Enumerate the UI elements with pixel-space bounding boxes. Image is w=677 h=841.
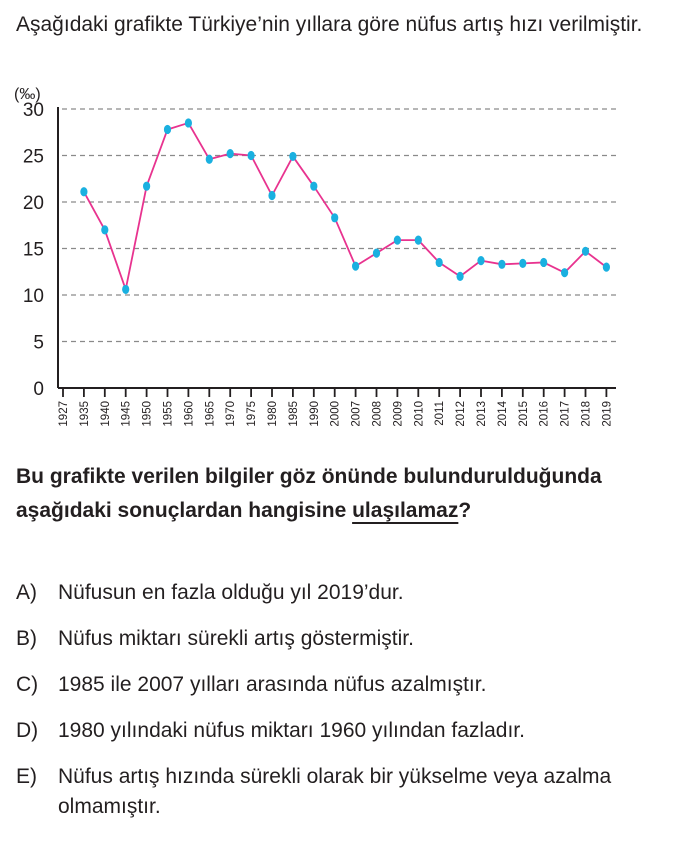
- data-point: [477, 256, 484, 265]
- x-tick-label: 1980: [267, 401, 279, 427]
- x-tick-label: 1950: [141, 401, 154, 427]
- data-point: [582, 247, 589, 256]
- option-letter: D): [16, 719, 39, 742]
- y-tick-label: 0: [33, 379, 44, 400]
- option-text: Nüfus artış hızında sürekli olarak bir yükselme veya azalma olmamıştır.: [58, 765, 612, 818]
- x-tick-labels: [58, 388, 613, 427]
- data-point: [268, 191, 275, 200]
- data-point: [498, 260, 505, 269]
- y-tick-label: 30: [22, 100, 44, 121]
- data-point: [227, 149, 234, 158]
- option-text: 1980 yılındaki nüfus miktarı 1960 yılından fazladır.: [58, 719, 525, 742]
- y-tick-label: 20: [22, 193, 44, 214]
- x-tick-label: 2019: [601, 401, 614, 427]
- grid-lines: [62, 109, 616, 342]
- data-point: [394, 236, 401, 245]
- x-tick-label: 1975: [246, 401, 259, 427]
- x-tick-label: 2018: [580, 401, 593, 427]
- y-tick-label: 15: [22, 239, 44, 261]
- x-tick-label: 1965: [204, 401, 217, 427]
- data-point: [519, 259, 526, 268]
- data-point: [101, 225, 108, 234]
- data-point: [185, 118, 192, 127]
- x-tick-label: 2011: [434, 401, 447, 426]
- x-tick-label: 2010: [413, 401, 426, 427]
- data-point: [457, 272, 464, 281]
- data-point: [143, 182, 150, 191]
- data-point: [289, 152, 296, 161]
- data-point: [561, 268, 568, 277]
- x-tick-label: 1990: [308, 401, 321, 427]
- option-b[interactable]: [16, 624, 666, 654]
- axes: [58, 107, 616, 388]
- x-tick-label: 2000: [329, 401, 342, 427]
- x-tick-label: 2007: [350, 401, 363, 427]
- data-point: [603, 263, 610, 272]
- y-tick-label: 25: [22, 146, 44, 168]
- option-letter: B): [16, 627, 37, 650]
- option-d[interactable]: [16, 716, 666, 746]
- data-point: [436, 258, 443, 267]
- population-growth-chart: [0, 82, 677, 442]
- question-text: [16, 460, 656, 528]
- y-axis-unit-label: (‰): [14, 86, 41, 103]
- data-point: [248, 151, 255, 160]
- option-text: 1985 ile 2007 yılları arasında nüfus azalmıştır.: [58, 673, 487, 696]
- x-tick-label: 2009: [392, 401, 405, 427]
- data-point: [540, 258, 547, 267]
- option-a[interactable]: [16, 578, 666, 608]
- x-tick-label: 2012: [455, 401, 468, 427]
- option-text: Nüfusun en fazla olduğu yıl 2019’dur.: [58, 581, 404, 604]
- option-letter: C): [16, 673, 39, 696]
- x-tick-label: 1935: [78, 401, 91, 427]
- intro-text: Aşağıdaki grafikte Türkiye’nin yıllara göre nüfus artış hızı verilmiştir.: [16, 13, 643, 36]
- x-tick-label: 2017: [559, 401, 572, 427]
- data-point: [206, 155, 213, 164]
- data-point: [310, 182, 317, 191]
- data-point: [352, 262, 359, 271]
- data-point: [331, 213, 338, 222]
- x-tick-label: 1955: [162, 401, 175, 427]
- x-tick-label: 2014: [496, 401, 509, 427]
- option-c[interactable]: [16, 670, 666, 700]
- x-tick-label: 2008: [371, 401, 384, 427]
- x-tick-label: 1985: [287, 401, 300, 427]
- y-tick-label: 5: [33, 332, 44, 354]
- option-letter: A): [16, 581, 37, 604]
- answer-options: [16, 578, 666, 838]
- x-tick-label: 2013: [476, 401, 488, 427]
- series-line: [84, 123, 607, 289]
- x-tick-label: 1970: [225, 401, 238, 427]
- question-mark: ?: [458, 499, 472, 522]
- y-tick-label: 10: [22, 286, 44, 307]
- question-main: Bu grafikte verilen bilgiler göz önünde bulundurulduğunda aşağıdaki sonuçlardan hangisine: [16, 465, 602, 522]
- data-series: [80, 118, 610, 294]
- data-point: [415, 236, 422, 245]
- x-tick-label: 2015: [517, 401, 530, 427]
- option-text: Nüfus miktarı sürekli artış göstermiştir.: [58, 627, 414, 650]
- option-letter: E): [16, 765, 37, 788]
- data-point: [122, 285, 129, 294]
- question-underlined-word: ulaşılamaz: [352, 499, 459, 522]
- option-e[interactable]: [16, 762, 666, 822]
- data-point: [373, 249, 380, 258]
- data-point: [80, 187, 87, 196]
- x-tick-label: 1927: [58, 401, 70, 427]
- x-tick-label: 1960: [183, 401, 196, 427]
- data-point: [164, 125, 171, 134]
- x-tick-label: 1940: [99, 401, 112, 427]
- y-tick-labels: [23, 100, 44, 400]
- x-tick-label: 2016: [538, 401, 551, 427]
- x-tick-label: 1945: [120, 401, 133, 427]
